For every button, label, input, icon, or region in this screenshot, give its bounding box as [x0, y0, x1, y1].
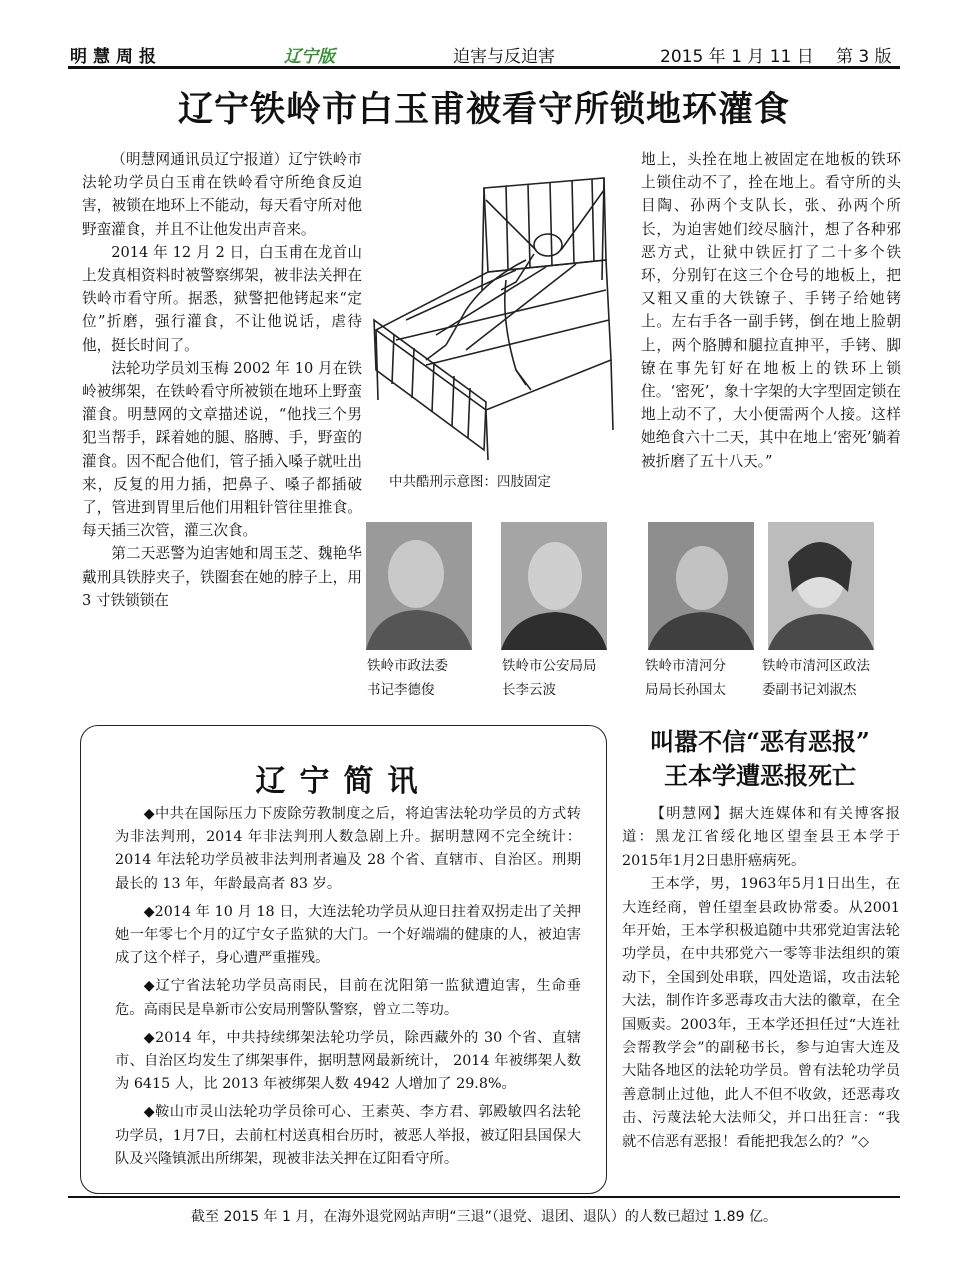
footer-note: 截至 2015 年 1 月，在海外退党网站声明“三退”（退党、退团、退队）的人数已超过 1.89 亿。: [191, 1209, 777, 1225]
side-paragraph: 【明慧网】据大连媒体和有关博客报道：黑龙江省绥化地区望奎县王本学于2015年1月2日患肝癌病死。: [622, 806, 900, 869]
issue-date: 2015 年 1 月 11 日: [660, 47, 814, 67]
article-paragraph: 2014 年 12 月 2 日，白玉甫在龙首山上发真相资料时被警察绑架，被非法关押在铁岭市看守所。据悉，狱警把他铐起来“定位”折磨，强行灌食，不让他说话，虐待他，挺长时间了。: [82, 243, 362, 354]
photo-caption: [645, 654, 726, 702]
article-paragraph: 法轮功学员刘玉梅 2002 年 10 月在铁岭被绑架，在铁岭看守所被锁在地环上野蛮灌食。明慧网的文章描述说，“他找三个男犯当帮手，踩着她的腿、胳膊、手，野蛮的灌食。因不配合他们，管子插入嗓子就吐出来，反复的用力插，把鼻子、嗓子都插破了，管进到胃里后他们用粗针管往里推食。每天插三次管，灌三次食。: [82, 359, 362, 540]
photo-portrait: [648, 522, 754, 650]
photo-caption: [502, 654, 597, 702]
photo-caption-line: 铁岭市公安局局: [502, 658, 597, 674]
side-paragraph: 王本学，男，1963年5月1日出生，在大连经商，曾任望奎县政协常委。从2001年开始，王本学积极追随中共邪党迫害法轮功学员，在中共邪党六一零等非法组织的策动下，全国到处串联，四处造谣，攻击法轮大法，制作许多恶毒攻击大法的徽章，在全国贩卖。2003年，王本学还担任过“大连社会帮教学会”的副秘书长，参与迫害大连及大陆各地区的法轮功学员。曾有法轮功学员善意制止过他，此人不但不收敛，还恶毒攻击、污蔑法轮大法师父，并口出狂言：“我就不信恶有恶报！看能把我怎么的？”◇: [622, 876, 900, 1150]
photo-caption-line: 铁岭市政法委: [367, 658, 448, 674]
brief-news-title: 辽宁简讯: [255, 764, 432, 799]
article-paragraph: （明慧网通讯员辽宁报道）辽宁铁岭市法轮功学员白玉甫在铁岭看守所绝食反迫害，被锁在地环上不能动，每天看守所对他野蛮灌食，并且不让他发出声音来。: [82, 151, 362, 238]
page-number: 第 3 版: [836, 47, 892, 67]
photo-portrait: [366, 522, 472, 650]
paper-name: 明慧周报: [70, 47, 162, 67]
footer-divider: [68, 1196, 900, 1198]
side-title-line: 王本学遭恶报死亡: [664, 761, 856, 790]
photo-caption-line: 铁岭市清河分: [645, 658, 726, 674]
brief-news-item: ◆2014 年 10 月 18 日，大连法轮功学员从迎日拄着双拐走出了关押她一年零七个月的辽宁女子监狱的大门。一个好端端的健康的人，被迫害成了这个样子，身心遭严重摧残。: [115, 903, 581, 967]
photo-caption-line: 局局长孙国太: [645, 682, 726, 698]
side-title-line: 叫嚣不信“恶有恶报”: [650, 727, 870, 756]
side-article-title: [615, 725, 905, 793]
edition-label: 辽宁版: [284, 47, 335, 67]
article-paragraph: 地上，头拴在地上被固定在地板的铁环上锁住动不了，拴在地上。看守所的头目陶、孙两个支队长，张、孙两个所长，为迫害她们绞尽脑汁，想了各种邪恶方式，让狱中铁匠打了二十多个铁环，分别钉在这三个仓号的地板上，把又粗又重的大铁镣子、手铐子给她铐上。左右手各一副手铐，倒在地上脸朝上，两个胳膊和腿拉直抻平，手铐、脚镣在事先钉好在地板上的铁环上锁住。‘密死’，象十字架的大字型固定锁在地上动不了，大小便需两个人接。这样她绝食六十二天，其中在地上‘密死’躺着被折磨了五十八天。”: [641, 151, 901, 470]
photo-portrait: [768, 522, 874, 650]
section-label: 迫害与反迫害: [453, 47, 555, 67]
photo-caption: [762, 654, 870, 702]
photo-caption: [367, 654, 448, 702]
illustration-caption: 中共酷刑示意图：四肢固定: [389, 474, 551, 490]
brief-news-list: [115, 803, 581, 1176]
article-column-1: [82, 148, 362, 612]
photo-caption-line: 书记李德俊: [367, 682, 435, 698]
article-column-2: [641, 148, 901, 473]
brief-news-item: ◆2014 年，中共持续绑架法轮功学员，除西藏外的 30 个省、直辖市、自治区均发生了绑架事件，据明慧网最新统计， 2014 年被绑架人数为 6415 人，比 2013 年被绑架人数 4942 人增加了 29.8%。: [115, 1029, 581, 1093]
brief-news-item: ◆中共在国际压力下废除劳教制度之后，将迫害法轮功学员的方式转为非法判刑，2014 年非法判刑人数急剧上升。据明慧网不完全统计：2014 年法轮功学员被非法判刑者遍及 28 个省、直辖市、自治区。刑期最长的 13 年，年龄最高者 83 岁。: [115, 806, 581, 892]
brief-news-item: ◆辽宁省法轮功学员高雨民，目前在沈阳第一监狱遭迫害，生命垂危。高雨民是阜新市公安局刑警队警察，曾立二等功。: [115, 978, 581, 1018]
page-header: [68, 40, 900, 69]
article-title: 辽宁铁岭市白玉甫被看守所锁地环灌食: [177, 89, 790, 130]
article-paragraph: 第二天恶警为迫害她和周玉芝、魏艳华戴刑具铁脖夹子，铁圈套在她的脖子上，用 3 寸铁锁锁在: [82, 545, 362, 609]
photo-caption-line: 委副书记刘淑杰: [762, 682, 857, 698]
photo-caption-line: 长李云波: [502, 682, 556, 698]
side-article-body: [622, 803, 900, 1154]
brief-news-item: ◆鞍山市灵山法轮功学员徐可心、王素英、李方君、郭殿敏四名法轮功学员，1月7日，去前杠村送真相台历时，被恶人举报，被辽阳县国保大队及兴隆镇派出所绑架，现被非法关押在辽阳看守所。: [115, 1104, 581, 1167]
brief-news-box: [80, 725, 607, 1194]
photo-caption-line: 铁岭市清河区政法: [762, 658, 870, 674]
torture-illustration: [366, 170, 636, 460]
photo-portrait: [501, 522, 607, 650]
